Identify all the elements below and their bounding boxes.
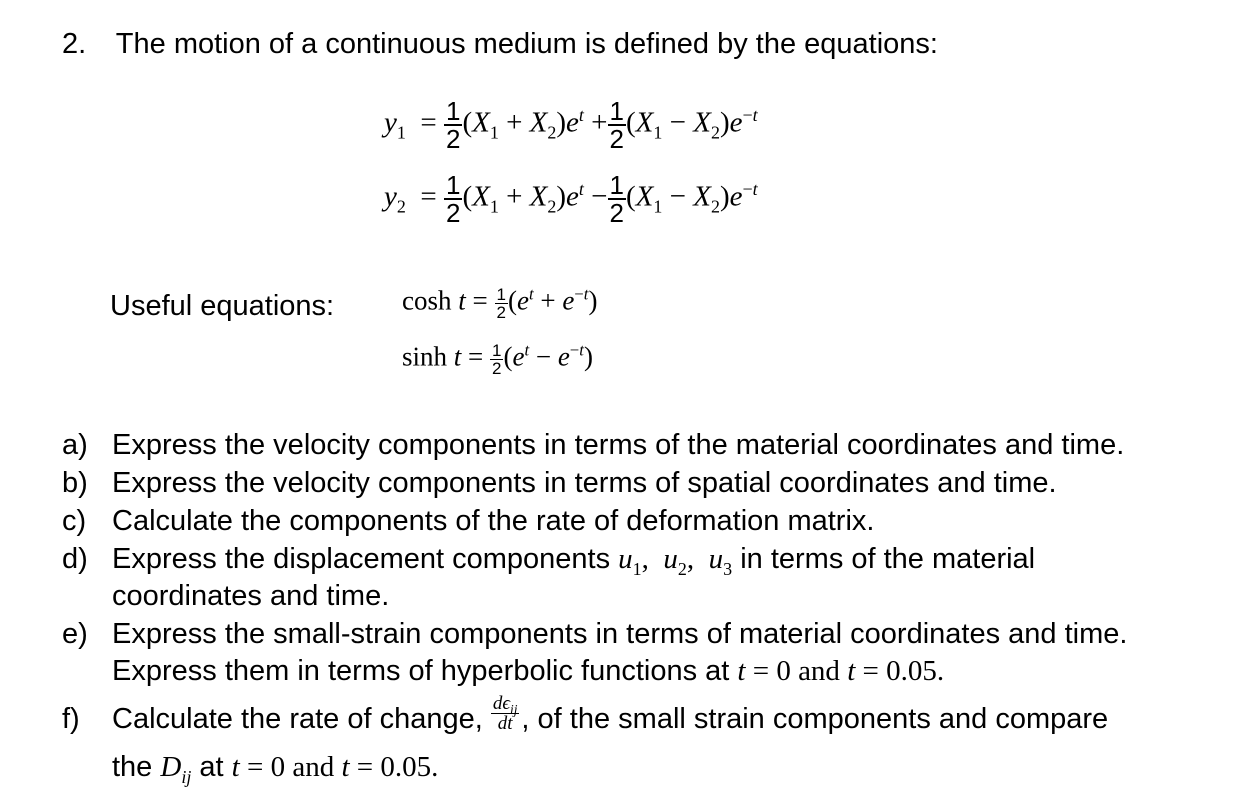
part-a — [62, 431, 1124, 460]
part-text: Express the velocity components in terms of spatial coordinates and time. — [112, 467, 1057, 499]
fraction-half: $\frac{1}{2}$ — [445, 170, 461, 228]
part-e — [62, 620, 1127, 649]
fraction-half: $\frac{1}{2}$ — [609, 170, 624, 228]
part-e-line2: Express them in terms of hyperbolic functions at t = 0 and t = 0.05. — [112, 655, 945, 687]
part-text: Calculate the components of the rate of deformation matrix. — [112, 505, 875, 537]
part-text: Express the velocity components in terms of the material coordinates and time. — [112, 429, 1125, 461]
part-text: of the small strain components and compare — [537, 703, 1109, 735]
problem-number: 2. — [62, 28, 87, 60]
fraction-half: $\frac{1}{2}$ — [609, 96, 624, 154]
sinh-identity: sinh t = $\frac{1}{2}$ $(e^t - e^{-t})$ — [402, 340, 593, 378]
part-label: e) — [62, 618, 88, 650]
part-f: f) Calculate the rate of change, $\frac{d\epsilon_{ij}}{dt}$ , of the small strain components and compare — [62, 692, 1109, 735]
part-d — [62, 543, 1036, 579]
part-d-line2: coordinates and time. — [112, 580, 390, 612]
part-label: a) — [62, 429, 88, 461]
part-b — [62, 469, 1057, 498]
strain-rate-fraction: $\frac{d\epsilon_{ij}}{dt}$ — [492, 692, 518, 734]
part-text: Express the displacement components — [112, 543, 611, 575]
fraction-half: $\frac{1}{2}$ — [492, 341, 502, 378]
part-label: d) — [62, 543, 88, 575]
equation-y1: $y_1$ = $\frac{1}{2}$ $(X_1 + X_2)e^t$ + $\frac{1}{2}$ $(X_1 - X_2)e^{-t}$ — [384, 96, 758, 154]
part-text: Express the small-strain components in terms of material coordinates and time. — [112, 618, 1128, 650]
equation-y2: $y_2$ = $\frac{1}{2}$ $(X_1 + X_2)e^t$ − $\frac{1}{2}$ $(X_1 - X_2)e^{-t}$ — [384, 170, 758, 228]
part-f-line2: the $D_{ij}$ at t = 0 and t = 0.05. — [112, 751, 439, 787]
problem-statement: The motion of a continuous medium is defined by the equations: — [115, 28, 938, 60]
part-c — [62, 507, 874, 536]
part-text: Calculate the rate of change, — [112, 703, 483, 735]
cosh-identity: cosh t = $\frac{1}{2}$ $(e^t + e^{-t})$ — [402, 284, 598, 322]
part-text: in terms of the material — [740, 543, 1036, 575]
part-label: b) — [62, 467, 88, 499]
part-label: f) — [62, 703, 80, 735]
displacement-symbols: $u_1$, $u_2$, $u_3$ — [618, 543, 733, 579]
fraction-half: $\frac{1}{2}$ — [496, 285, 506, 322]
useful-label: Useful equations: — [110, 290, 335, 322]
part-label: c) — [62, 505, 87, 537]
problem-heading — [62, 30, 938, 59]
fraction-half: $\frac{1}{2}$ — [445, 96, 461, 154]
